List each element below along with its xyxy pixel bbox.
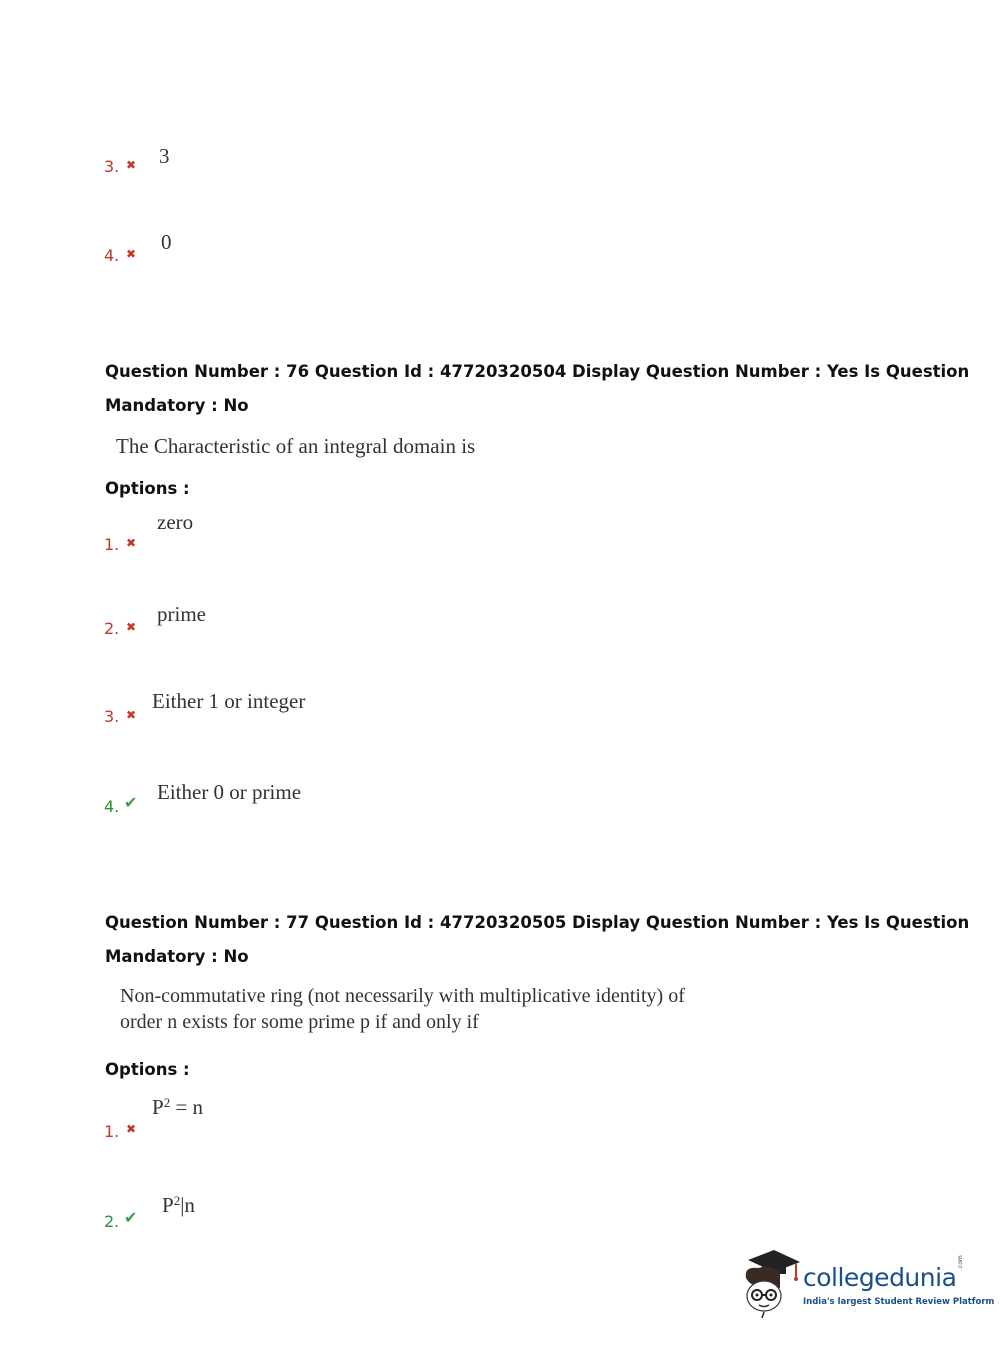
option-text: Either 0 or prime bbox=[157, 780, 302, 804]
option-number: 1. bbox=[104, 535, 120, 554]
formula-rest: |n bbox=[180, 1193, 195, 1217]
option-text: zero bbox=[157, 510, 194, 534]
option-formula bbox=[152, 1095, 203, 1120]
options-label: Options : bbox=[105, 1060, 190, 1079]
logo-tagline: India's largest Student Review Platform bbox=[803, 1297, 995, 1307]
question-header-mandatory: Mandatory : No bbox=[105, 396, 249, 415]
question-text-line-2: order n exists for some prime p if and only if bbox=[120, 1011, 479, 1033]
option-text: 0 bbox=[161, 230, 172, 254]
option-text: 3 bbox=[159, 144, 170, 168]
question-header-mandatory: Mandatory : No bbox=[105, 947, 249, 966]
formula-rest: = n bbox=[170, 1095, 204, 1119]
question-header: Question Number : 76 Question Id : 47720320504 Display Question Number : Yes Is Question bbox=[105, 362, 970, 381]
logo-wordmark: collegedunia bbox=[803, 1263, 957, 1292]
option-number: 3. bbox=[104, 157, 120, 176]
correct-check-icon: ✔ bbox=[124, 1208, 138, 1227]
mascot-icon bbox=[740, 1248, 802, 1318]
option-number: 2. bbox=[104, 1212, 120, 1231]
options-label: Options : bbox=[105, 479, 190, 498]
wrong-mark-icon: ✖ bbox=[126, 620, 137, 634]
wrong-mark-icon: ✖ bbox=[126, 536, 137, 550]
formula-base: P bbox=[152, 1095, 164, 1119]
question-header: Question Number : 77 Question Id : 47720320505 Display Question Number : Yes Is Question bbox=[105, 913, 970, 932]
question-text-line-1: Non-commutative ring (not necessarily with multiplicative identity) of bbox=[120, 985, 685, 1007]
correct-check-icon: ✔ bbox=[124, 793, 138, 812]
option-number: 4. bbox=[104, 797, 120, 816]
wrong-mark-icon: ✖ bbox=[126, 708, 137, 722]
wrong-mark-icon: ✖ bbox=[126, 158, 137, 172]
option-formula bbox=[162, 1193, 195, 1218]
formula-base: P bbox=[162, 1193, 174, 1217]
option-text: Either 1 or integer bbox=[152, 689, 306, 713]
wrong-mark-icon: ✖ bbox=[126, 1122, 137, 1136]
question-text: The Characteristic of an integral domain is bbox=[116, 434, 476, 458]
option-number: 4. bbox=[104, 246, 120, 265]
logo-com: .com bbox=[957, 1255, 964, 1270]
option-number: 2. bbox=[104, 619, 120, 638]
option-number: 1. bbox=[104, 1122, 120, 1141]
formula-exponent: 2 bbox=[173, 1193, 181, 1208]
option-number: 3. bbox=[104, 707, 120, 726]
option-text: prime bbox=[157, 602, 206, 626]
formula-exponent: 2 bbox=[163, 1095, 171, 1110]
wrong-mark-icon: ✖ bbox=[126, 247, 137, 261]
